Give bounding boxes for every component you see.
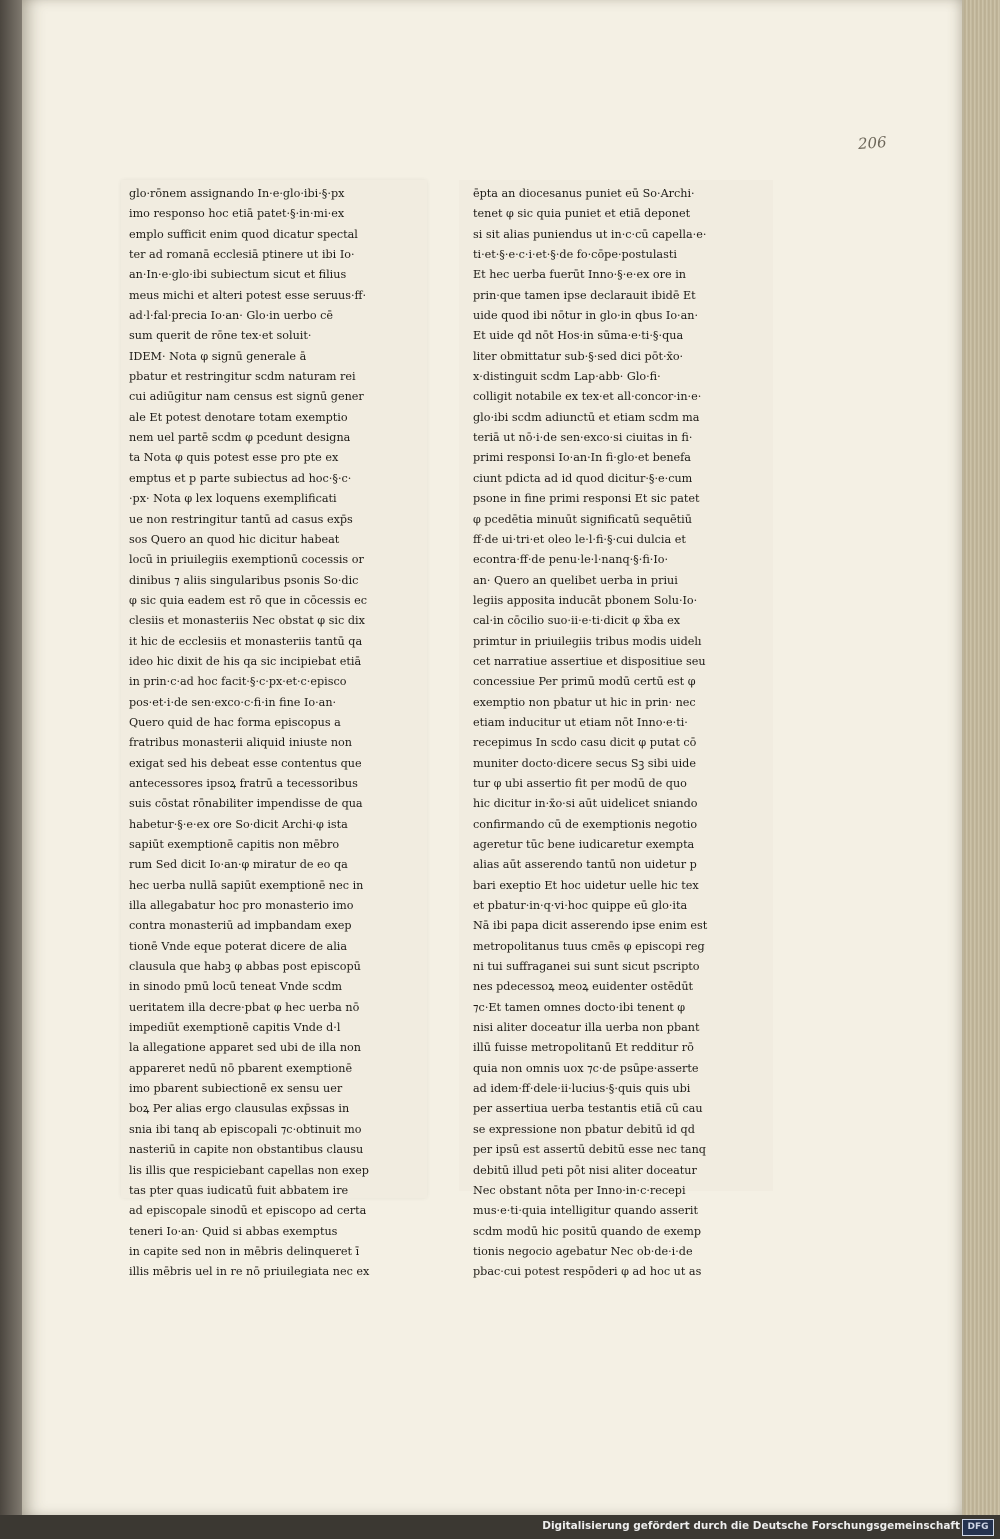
text-line: scdm modū hic positū quando de exemp xyxy=(473,1224,702,1238)
text-column-left xyxy=(121,180,427,1279)
text-line: primi responsi Io·an·In fi·glo·et benefa xyxy=(473,451,691,465)
text-line: concessiue Per primū modū certū est φ xyxy=(473,675,696,689)
text-line: colligit notabile ex tex·et all·concor·in·e· xyxy=(473,390,702,404)
text-line: illū fuisse metropolitanū Et redditur rō xyxy=(473,1041,694,1055)
text-line: se expressione non pbatur debitū id qd xyxy=(473,1122,695,1136)
text-line: etiam inducitur ut etiam nōt Inno·e·ti· xyxy=(473,715,688,729)
text-line: IDEM· Nota φ signū generale ā xyxy=(129,349,307,363)
text-line: et pbatur·in·q·vi·hoc quippe eū glo·ita xyxy=(473,899,688,913)
text-line: ēpta an diocesanus puniet eū So·Archi· xyxy=(473,187,695,200)
text-line: alias aūt asserendo tantū non uidetur p xyxy=(473,858,697,872)
text-line: econtra·ff·de penu·le·l·nanq·§·fi·Io· xyxy=(473,553,669,567)
text-line: φ sic quia eadem est rō que in cōcessis ec xyxy=(129,593,368,607)
text-line: ·px· Nota φ lex loquens exemplificati xyxy=(129,492,337,506)
text-line: meus michi et alteri potest esse seruus·ff· xyxy=(129,288,367,302)
text-line: ta Nota φ quis potest esse pro pte ex xyxy=(129,451,339,465)
text-line: Nec obstant nōta per Inno·in·c·recepi xyxy=(473,1183,686,1197)
text-line: teneri Io·an· Quid si abbas exemptus xyxy=(129,1224,338,1238)
text-line: Quero quid de hac forma episcopus a xyxy=(129,715,341,729)
text-line: ale Et potest denotare totam exemptio xyxy=(129,410,348,424)
text-line: tionis negocio agebatur Nec ob·de·i·de xyxy=(473,1244,693,1258)
text-line: in sinodo pmū locū teneat Vnde scdm xyxy=(129,980,342,994)
text-line: pos·et·i·de sen·exco·c·fi·in fine Io·an· xyxy=(129,695,337,709)
text-line: appareret nedū nō pbarent exemptionē xyxy=(129,1061,353,1075)
text-line: per ipsū est assertū debitū esse nec tanq xyxy=(473,1143,706,1157)
text-line: ideo hic dixit de his qa sic incipiebat etiā xyxy=(129,654,362,668)
text-line: nes pdecessoꝝ meoꝝ euidenter ostēdūt xyxy=(473,980,694,994)
text-line: emplo sufficit enim quod dicatur spectal xyxy=(129,227,358,241)
text-line: si sit alias puniendus ut in·c·cū capella·e· xyxy=(473,227,707,241)
text-line: debitū illud peti pōt nisi aliter doceatur xyxy=(473,1163,697,1177)
text-line: cet narratiue assertiue et dispositiue seu xyxy=(473,654,706,668)
text-line: locū in priuilegiis exemptionū cocessis or xyxy=(129,553,364,567)
text-line: uide quod ibi nōtur in glo·in qbus Io·an· xyxy=(473,309,699,323)
text-line: φ pcedētia minuūt significatū sequētiū xyxy=(473,512,692,526)
text-line: ageretur tūc bene iudicaretur exempta xyxy=(473,838,695,851)
text-line: tas pter quas iudicatū fuit abbatem ire xyxy=(129,1183,349,1197)
text-line: ti·et·§·e·c·i·et·§·de fo·cōpe·postulasti xyxy=(473,248,677,262)
text-line: sapiūt exemptionē capitis non mēbro xyxy=(129,838,340,851)
text-line: la allegatione apparet sed ubi de illa non xyxy=(129,1041,361,1055)
text-line: hic dicitur in·x̄o·si aūt uidelicet sniando xyxy=(473,797,698,811)
text-line: ad episcopale sinodū et episcopo ad certa xyxy=(129,1204,367,1218)
text-line: ni tui suffraganei sui sunt sicut pscripto xyxy=(473,960,700,974)
text-line: tur φ ubi assertio fit per modū de quo xyxy=(473,776,687,790)
dfg-logo: DFG xyxy=(962,1519,994,1536)
text-line: imo pbarent subiectionē ex sensu uer xyxy=(129,1082,343,1096)
text-line: ad·l·fal·precia Io·an· Glo·in uerbo cē xyxy=(129,309,334,323)
text-line: cal·in cōcilio suo·ii·e·ti·dicit φ x̄ba ex xyxy=(473,614,681,628)
text-line: ter ad romanā ecclesiā ptinere ut ibi Io· xyxy=(129,248,355,262)
text-line: cui adiūgitur nam census est signū gener xyxy=(129,390,364,404)
text-line: ⁊c·Et tamen omnes docto·ibi tenent φ xyxy=(473,1000,686,1014)
text-line: nasteriū in capite non obstantibus clausu xyxy=(129,1143,364,1157)
text-line: hec uerba nullā sapiūt exemptionē nec in xyxy=(129,878,364,892)
text-line: illis mēbris uel in re nō priuilegiata nec ex xyxy=(129,1265,370,1279)
text-line: Nā ibi papa dicit asserendo ipse enim est xyxy=(473,919,708,933)
text-line: impediūt exemptionē capitis Vnde d·l xyxy=(129,1021,341,1035)
text-line: legiis apposita inducāt pbonem Solu·Io· xyxy=(473,593,698,607)
text-line: liter obmittatur sub·§·sed dici pōt·x̄o· xyxy=(473,349,684,363)
text-line: x·distinguit scdm Lap·abb· Glo·fi· xyxy=(473,370,661,384)
text-line: habetur·§·e·ex ore So·dicit Archi·φ ista xyxy=(129,817,348,831)
text-line: snia ibi tanq ab episcopali ⁊c·obtinuit mo xyxy=(129,1122,362,1136)
text-line: sum querit de rōne tex·et soluit· xyxy=(129,329,312,343)
text-line: in capite sed non in mēbris delinqueret ī xyxy=(129,1244,360,1258)
text-line: psone in fine primi responsi Et sic patet xyxy=(473,492,700,506)
text-line: recepimus In scdo casu dicit φ putat cō xyxy=(473,736,697,750)
text-line: antecessores ipsoꝝ fratrū a tecessoribus xyxy=(129,776,358,790)
text-line: clausula que habꝫ φ abbas post episcopū xyxy=(129,960,361,974)
text-line: mus·e·ti·quia intelligitur quando asserit xyxy=(473,1204,698,1218)
text-line: bari exeptio Et hoc uidetur uelle hic tex xyxy=(473,878,699,892)
text-line: boꝝ Per alias ergo clausulas exp̄ssas in xyxy=(129,1102,350,1116)
text-line: suis cōstat rōnabiliter impendisse de qua xyxy=(129,797,363,811)
text-column-right xyxy=(459,180,773,1279)
text-line: glo·rōnem assignando In·e·glo·ibi·§·px xyxy=(129,187,345,200)
text-line: ue non restringitur tantū ad casus exp̄s xyxy=(129,512,353,526)
text-line: exemptio non pbatur ut hic in prin· nec xyxy=(473,695,696,709)
folio-number: 206 xyxy=(857,133,888,153)
text-line: glo·ibi scdm adiunctū et etiam scdm ma xyxy=(473,410,700,424)
text-line: imo responso hoc etiā patet·§·in·mi·ex xyxy=(129,207,345,221)
text-line: per assertiua uerba testantis etiā cū cau xyxy=(473,1102,703,1116)
text-line: clesiis et monasteriis Nec obstat φ sic dix xyxy=(129,614,365,628)
text-line: nem uel partē scdm φ pcedunt designa xyxy=(129,431,351,445)
text-line: it hic de ecclesiis et monasteriis tantū qa xyxy=(129,634,363,648)
text-line: prin·que tamen ipse declarauit ibidē Et xyxy=(473,288,696,302)
text-line: ciunt pdicta ad id quod dicitur·§·e·cum xyxy=(473,471,693,485)
text-line: fratribus monasterii aliquid iniuste non xyxy=(129,736,352,750)
text-line: contra monasteriū ad impbandam exep xyxy=(129,919,352,933)
text-line: emptus et p parte subiectus ad hoc·§·c· xyxy=(129,471,352,485)
text-line: teriā ut nō·i·de sen·exco·si ciuitas in fi· xyxy=(473,431,693,445)
text-line: confirmando cū de exemptionis negotio xyxy=(473,817,698,831)
text-line: an·In·e·glo·ibi subiectum sicut et filius xyxy=(129,268,347,282)
text-line: pbac·cui potest respōderi φ ad hoc ut as xyxy=(473,1265,702,1279)
text-line: exigat sed his debeat esse contentus que xyxy=(129,756,362,770)
text-line: nisi aliter doceatur illa uerba non pbant xyxy=(473,1021,700,1035)
text-line: muniter docto·dicere secus Sꝫ sibi uide xyxy=(473,756,696,770)
text-line: Et uide qd nōt Hos·in sūma·e·ti·§·qua xyxy=(473,329,684,343)
text-line: quia non omnis uox ⁊c·de psūpe·asserte xyxy=(473,1061,699,1075)
text-line: primtur in priuilegiis tribus modis uidelı xyxy=(473,634,702,648)
text-line: Et hec uerba fuerūt Inno·§·e·ex ore in xyxy=(473,268,686,282)
text-line: illa allegabatur hoc pro monasterio imo xyxy=(129,899,354,913)
text-line: ueritatem illa decre·pbat φ hec uerba nō xyxy=(129,1000,360,1014)
text-line: ff·de ui·tri·et oleo le·l·fi·§·cui dulcia et xyxy=(473,532,686,546)
text-line: pbatur et restringitur scdm naturam rei xyxy=(129,370,356,384)
text-line: ad idem·ff·dele·ii·lucius·§·quis quis ubi xyxy=(473,1082,691,1096)
text-line: tenet φ sic quia puniet et etiā deponet xyxy=(473,207,691,221)
text-line: in prin·c·ad hoc facit·§·c·px·et·c·episco xyxy=(129,675,347,689)
funding-credit: Digitalisierung gefördert durch die Deutsche Forschungsgemeinschaft xyxy=(542,1520,960,1532)
text-line: sos Quero an quod hic dicitur habeat xyxy=(129,532,340,546)
text-line: an· Quero an quelibet uerba in priui xyxy=(473,573,678,587)
text-line: lis illis que respiciebant capellas non exep xyxy=(129,1163,369,1177)
text-line: dinibus ⁊ aliis singularibus psonis So·dic xyxy=(129,573,359,587)
text-line: rum Sed dicit Io·an·φ miratur de eo qa xyxy=(129,858,348,872)
text-line: metropolitanus tuus cmēs φ episcopi reg xyxy=(473,939,705,953)
text-line: tionē Vnde eque poterat dicere de alia xyxy=(129,939,348,953)
